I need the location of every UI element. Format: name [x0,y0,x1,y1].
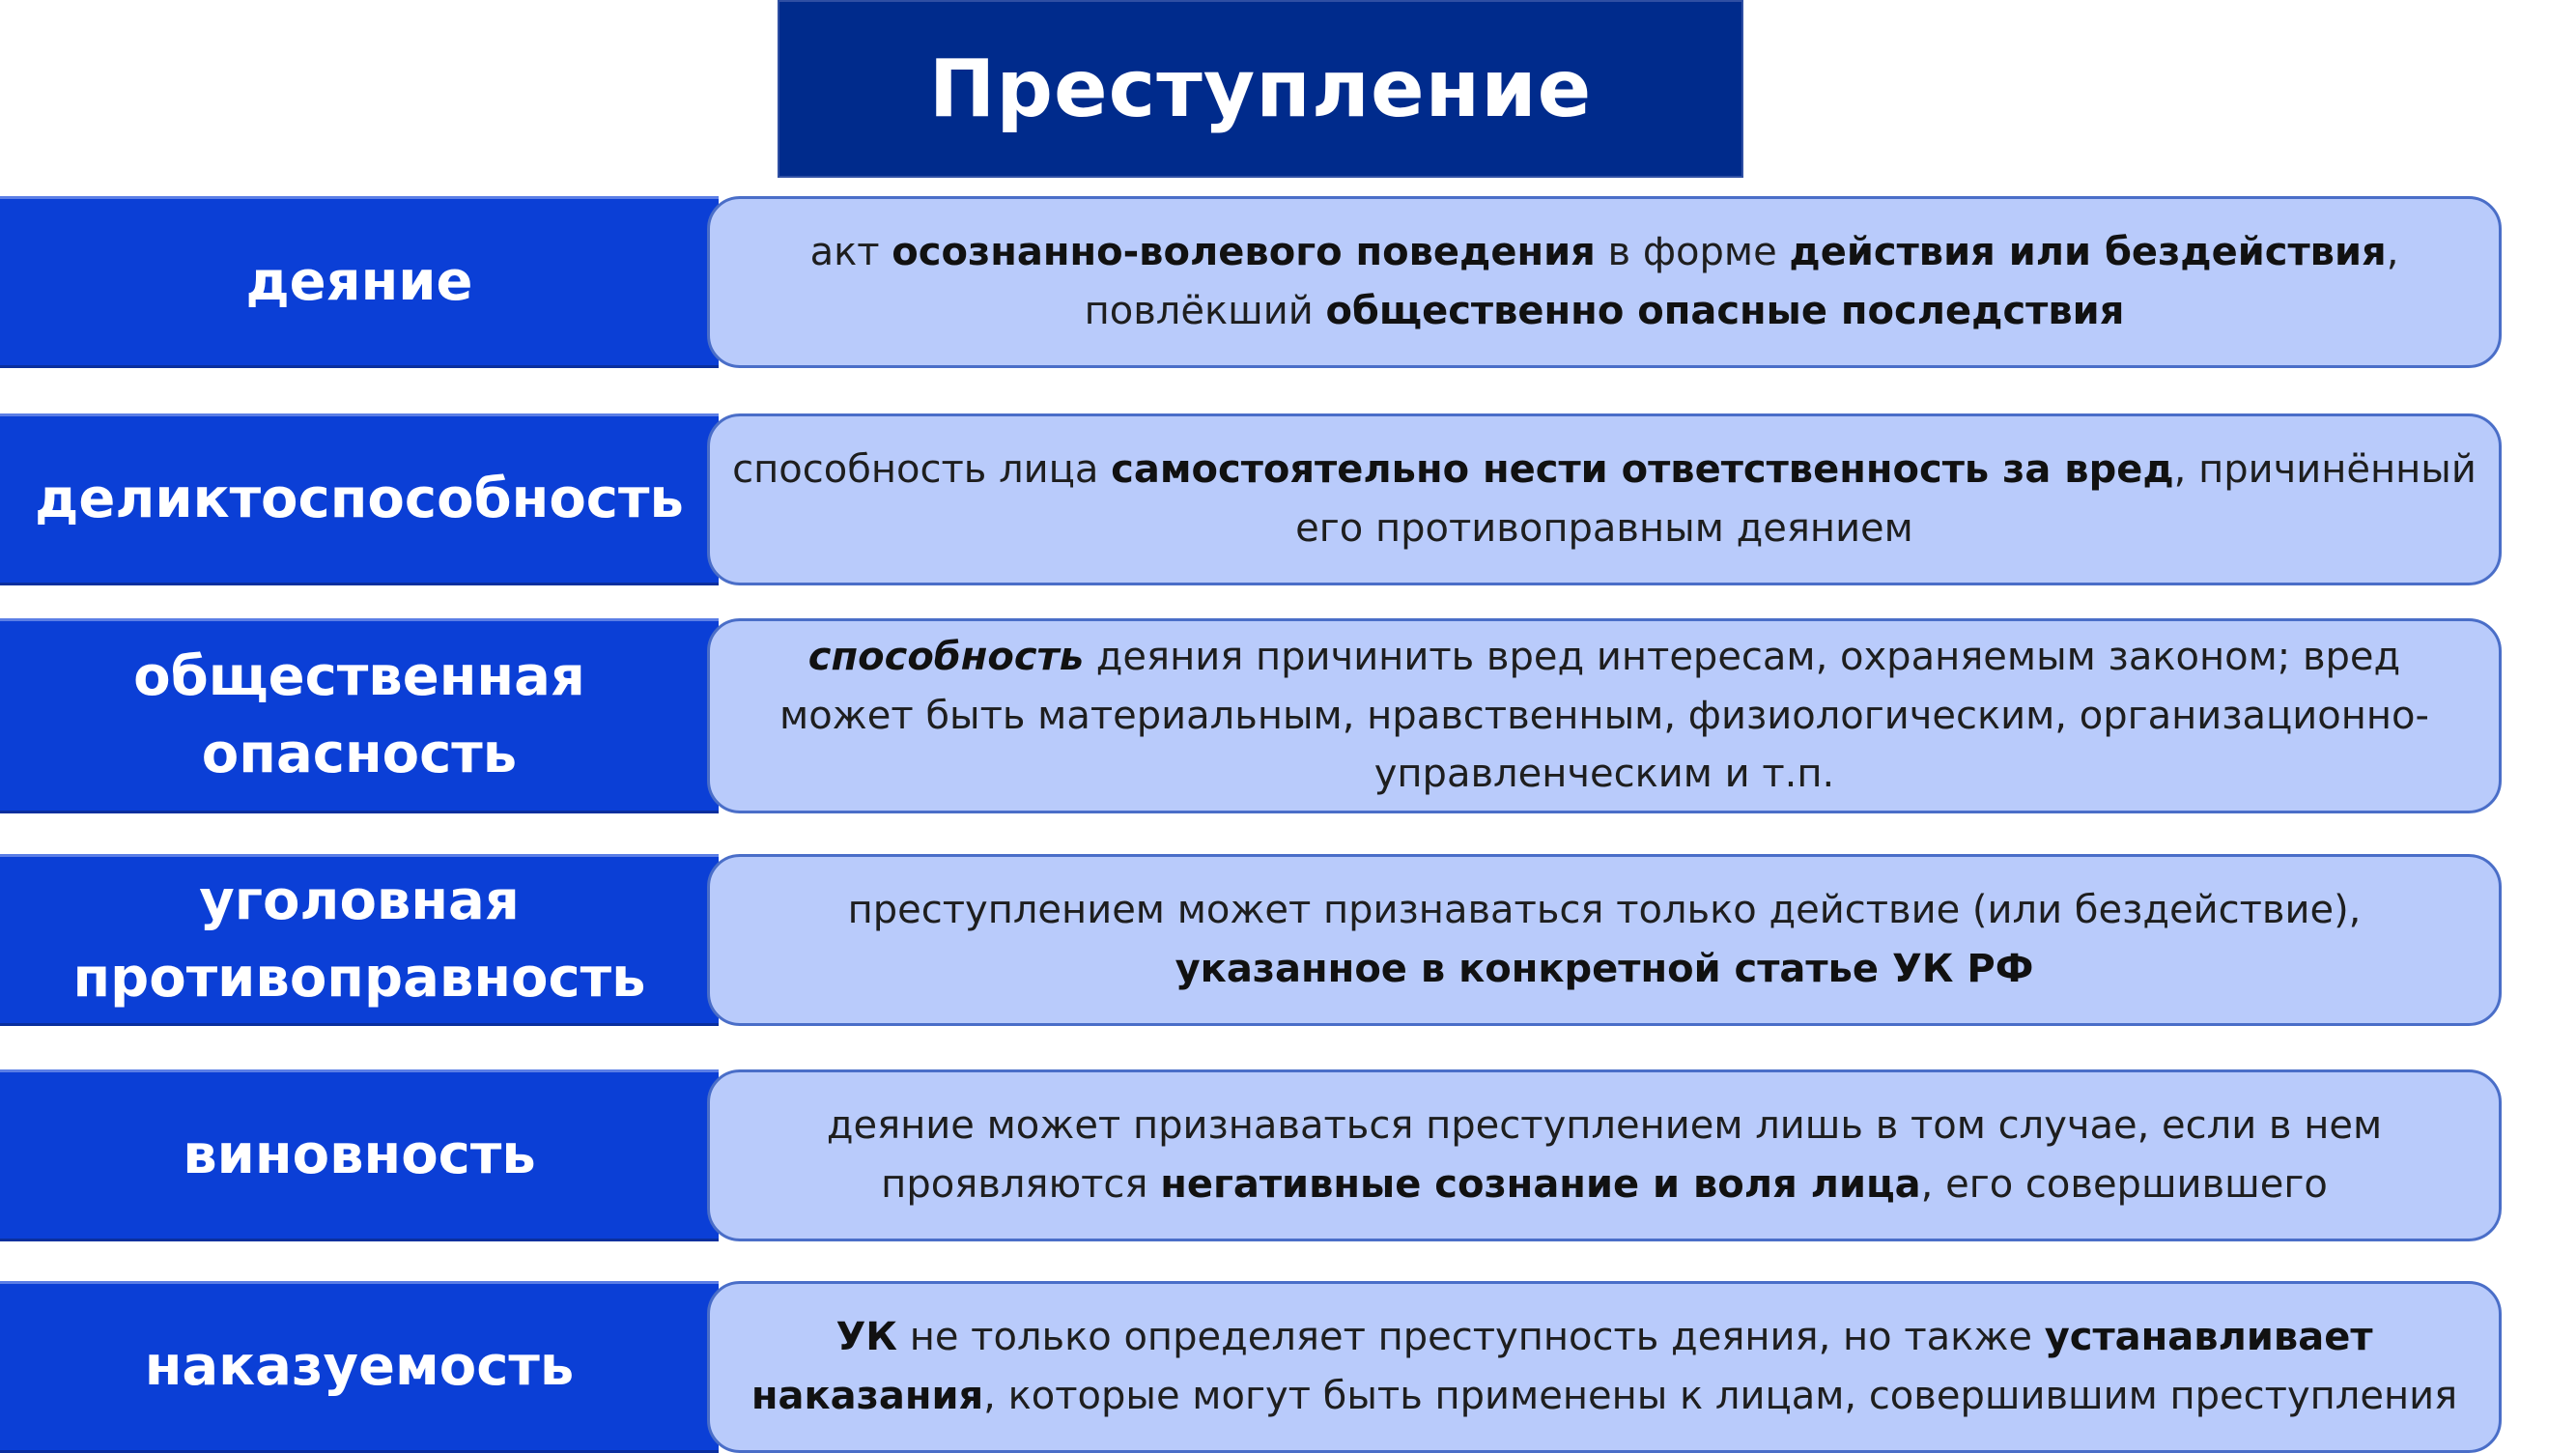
definition-segment: в форме [1595,230,1790,275]
term-label [0,413,719,585]
concept-row-deyanie [0,196,2502,368]
term-text: виновность [183,1124,536,1187]
definition-segment: его противоправным деянием [1295,506,1913,551]
definition-segment: преступлением может признаваться только действие (или бездействие), [847,888,2362,933]
definition-segment: проявляются [881,1162,1161,1207]
definition-segment-bold: осознанно-волевого поведения [892,230,1596,275]
concept-row-obshchestvennaya-opasnost [0,618,2502,813]
concept-row-nakazuemost [0,1281,2502,1453]
definition-segment: деяние может признаваться преступлением лишь в том случае, если в нем [826,1103,2383,1149]
definition-segment: , [2386,230,2399,275]
definition-segment: может быть материальным, нравственным, физиологическим, организационно- [779,693,2429,738]
definition-line [848,940,2362,999]
definition-line [779,628,2429,687]
definition-box [707,1069,2502,1241]
term-label [0,618,719,813]
definition-segment-bold: негативные сознание и воля лица [1160,1162,1921,1207]
definition-segment-bold: устанавливает [2044,1315,2373,1360]
concept-row-deliktosposobnost [0,413,2502,585]
definition-line [732,499,2477,558]
term-text: наказуемость [144,1335,575,1399]
diagram-title: Преступление [778,0,1743,178]
definition-line [827,1097,2382,1155]
definition-segment: деяния причинить вред интересам, охраняемым законом; вред [1084,634,2401,679]
definition-segment: управленческим и т.п. [1373,752,1835,797]
definition-segment-bold: УК [835,1315,897,1360]
concept-row-ugolovnaya-protivopravnost [0,854,2502,1026]
term-text: деликтоспособность [35,468,684,531]
term-label [0,854,719,1026]
definition-segment-bold-italic: способность [807,634,1085,679]
term-label [0,196,719,368]
definition-segment-bold: действия или бездействия [1789,230,2387,275]
term-text-line: противоправность [72,947,646,1010]
definition-box [707,1281,2502,1453]
definition-line [751,1308,2457,1367]
definition-segment: не только определяет преступность деяния, но также [896,1315,2045,1360]
term-label [0,1281,719,1453]
definition-segment: способность лица [732,447,1112,493]
definition-text [779,628,2429,804]
definition-line [732,441,2477,499]
definition-segment: , которые могут быть применены к лицам, совершившим преступления [983,1374,2458,1418]
definition-segment: повлёкший [1084,289,1326,333]
definition-box [707,854,2502,1026]
term-label [0,1069,719,1241]
definition-text [751,1308,2457,1426]
term-text-line: общественная [133,645,585,709]
definition-line [751,1367,2457,1426]
definition-line [810,282,2399,341]
definition-line [827,1155,2382,1214]
term-text-line: опасность [201,723,518,785]
definition-text [732,441,2477,558]
definition-box [707,618,2502,813]
definition-box [707,196,2502,368]
definition-segment: , причинённый [2173,447,2477,493]
definition-line [810,223,2399,282]
definition-segment-bold: указанное в конкретной статье УК РФ [1175,947,2034,991]
definition-line [779,745,2429,804]
definition-segment-bold: самостоятельно нести ответственность за вред [1111,447,2174,493]
definition-text [848,881,2362,999]
concept-row-vinovnost [0,1069,2502,1241]
definition-box [707,413,2502,585]
definition-text [827,1097,2382,1214]
definition-line [779,687,2429,746]
definition-text [810,223,2399,341]
definition-segment-bold: наказания [750,1374,984,1418]
definition-segment: , его совершившего [1920,1162,2328,1207]
definition-line [848,881,2362,940]
term-text-line: уголовная [199,869,520,933]
term-text: деяние [245,250,473,314]
definition-segment: акт [809,230,892,275]
definition-segment-bold: общественно опасные последствия [1325,289,2125,333]
